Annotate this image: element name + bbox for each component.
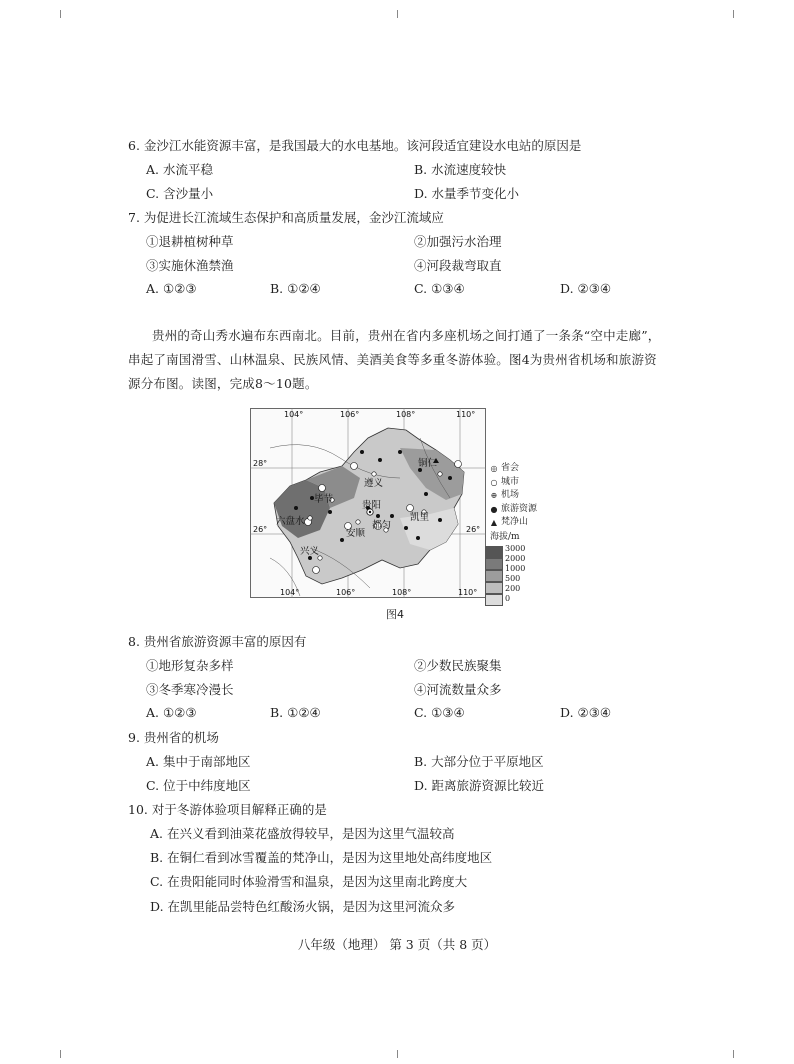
elevation-level: 1000: [505, 564, 526, 573]
elevation-swatch: [485, 546, 503, 558]
label-kaili: 凯里: [410, 512, 430, 523]
page-footer: 八年级（地理） 第 3 页（共 8 页）: [297, 937, 497, 952]
q7-item-4: ④河段裁弯取直: [414, 258, 502, 273]
elevation-swatch: [485, 594, 503, 606]
label-duyun: 都匀: [372, 520, 392, 531]
elevation-level: 0: [505, 594, 511, 603]
question-8-stem: 8. 贵州省旅游资源丰富的原因有: [128, 634, 307, 649]
q8-option-a[interactable]: A. ①②③: [146, 705, 197, 720]
lon-label-bottom: 108°: [392, 588, 412, 597]
crop-mark: [733, 1050, 734, 1058]
q9-option-c[interactable]: C. 位于中纬度地区: [146, 778, 251, 793]
lon-label-top: 108°: [396, 410, 416, 419]
legend-label: 城市: [501, 476, 520, 487]
guizhou-map: [250, 408, 486, 598]
question-6-stem: 6. 金沙江水能资源丰富，是我国最大的水电基地。该河段适宜建设水电站的原因是: [128, 138, 582, 153]
elevation-level: 500: [505, 574, 521, 583]
lon-label-top: 104°: [284, 410, 304, 419]
crop-mark: [733, 10, 734, 18]
q9-option-d[interactable]: D. 距离旅游资源比较近: [414, 778, 545, 793]
q8-option-b[interactable]: B. ①②④: [270, 705, 321, 720]
q9-option-b[interactable]: B. 大部分位于平原地区: [414, 754, 544, 769]
question-9-stem: 9. 贵州省的机场: [128, 730, 219, 745]
elevation-level: 200: [505, 584, 521, 593]
elevation-level: 3000: [505, 544, 526, 553]
q8-item-3: ③冬季寒冷漫长: [146, 682, 234, 697]
legend-label: 省会: [501, 463, 520, 473]
elevation-title: 海拔/m: [490, 531, 520, 542]
q10-option-c[interactable]: C. 在贵阳能同时体验滑雪和温泉，是因为这里南北跨度大: [150, 874, 468, 889]
q6-option-d[interactable]: D. 水量季节变化小: [414, 186, 520, 201]
lon-label-top: 106°: [340, 410, 360, 419]
q7-option-a[interactable]: A. ①②③: [146, 281, 197, 296]
label-zunyi: 遵义: [364, 478, 384, 489]
q8-option-c[interactable]: C. ①③④: [414, 705, 465, 720]
label-liupanshui: 六盘水: [276, 516, 305, 527]
lon-label-bottom: 104°: [280, 588, 300, 597]
q8-item-2: ②少数民族聚集: [414, 658, 502, 673]
lat-label-right: 26°: [466, 525, 481, 534]
q6-option-b[interactable]: B. 水流速度较快: [414, 162, 507, 177]
label-guiyang: 贵阳: [362, 500, 382, 511]
elevation-scale: [485, 544, 526, 606]
label-xingyi: 兴义: [300, 546, 320, 557]
q6-option-a[interactable]: A. 水流平稳: [146, 162, 213, 177]
city-icon: ○: [490, 477, 498, 487]
q7-option-c[interactable]: C. ①③④: [414, 281, 465, 296]
legend-label: 机场: [501, 490, 520, 500]
q7-option-b[interactable]: B. ①②④: [270, 281, 321, 296]
elevation-level: 2000: [505, 554, 526, 563]
crop-mark: [397, 1050, 398, 1058]
q7-item-2: ②加强污水治理: [414, 234, 502, 249]
q8-item-1: ①地形复杂多样: [146, 658, 234, 673]
q7-item-1: ①退耕植树种草: [146, 234, 234, 249]
q10-option-d[interactable]: D. 在凯里能品尝特色红酸汤火锅，是因为这里河流众多: [150, 899, 456, 914]
elevation-swatch: [485, 558, 503, 570]
reading-passage: 贵州的奇山秀水遍布东西南北。目前，贵州在省内多座机场之间打通了一条条“空中走廊”，串起了南国滑雪、山林温泉、民族风情、美酒美食等多重冬游体验。图4为贵州省机场和旅游资源分布图。读图，完成8～10题。: [128, 328, 661, 391]
q6-option-c[interactable]: C. 含沙量小: [146, 186, 214, 201]
q8-item-4: ④河流数量众多: [414, 682, 502, 697]
question-7-stem: 7. 为促进长江流域生态保护和高质量发展，金沙江流域应: [128, 210, 444, 225]
crop-mark: [397, 10, 398, 18]
tourism-dot-icon: ●: [490, 504, 498, 514]
crop-mark: [60, 1050, 61, 1058]
question-10-stem: 10. 对于冬游体验项目解释正确的是: [128, 802, 327, 817]
q7-item-3: ③实施休渔禁渔: [146, 258, 234, 273]
lon-label-top: 110°: [456, 410, 476, 419]
crop-mark: [60, 10, 61, 18]
lat-label-left: 26°: [253, 525, 268, 534]
lat-label-left: 28°: [253, 459, 268, 468]
legend-label: 梵净山: [501, 517, 529, 527]
map-legend: [490, 462, 537, 544]
figure-caption: 图4: [386, 608, 404, 621]
elevation-swatch: [485, 570, 503, 582]
label-bijie: 毕节: [314, 494, 334, 505]
q9-option-a[interactable]: A. 集中于南部地区: [146, 754, 251, 769]
capital-icon: ◎: [490, 464, 498, 473]
q10-option-b[interactable]: B. 在铜仁看到冰雪覆盖的梵净山，是因为这里地处高纬度地区: [150, 850, 493, 865]
lon-label-bottom: 110°: [458, 588, 478, 597]
lon-label-bottom: 106°: [336, 588, 356, 597]
q8-option-d[interactable]: D. ②③④: [560, 705, 612, 720]
mountain-triangle-icon: ▲: [490, 518, 498, 527]
label-anshun: 安顺: [346, 528, 366, 539]
airport-icon: ⊕: [490, 491, 498, 500]
legend-label: 旅游资源: [501, 503, 538, 514]
q7-option-d[interactable]: D. ②③④: [560, 281, 612, 296]
label-tongren: 铜仁: [418, 458, 438, 469]
elevation-swatch: [485, 582, 503, 594]
q10-option-a[interactable]: A. 在兴义看到油菜花盛放得较早，是因为这里气温较高: [150, 826, 455, 841]
